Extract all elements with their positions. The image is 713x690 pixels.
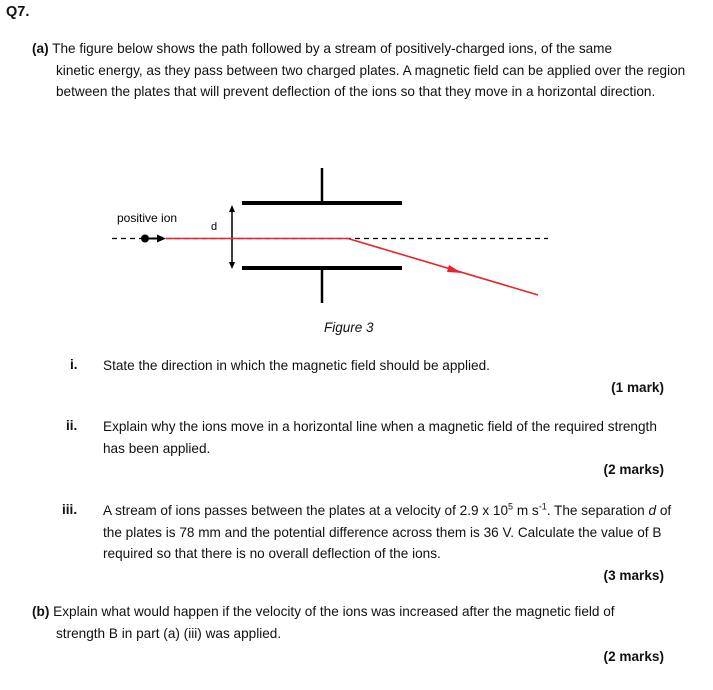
subquestion-ii-text: Explain why the ions move in a horizontal line when a magnetic field of the required strength has been applied. <box>103 419 657 456</box>
question-number: Q7. <box>6 4 30 20</box>
part-a-rest: kinetic energy, as they pass between two charged plates. A magnetic field can be applied over the region between the plates that will prevent deflection of the ions so that they move in a horizontal direction. <box>56 62 686 99</box>
part-b-rest: strength B in part (a) (iii) was applied. <box>56 625 282 641</box>
d-label: d <box>211 221 218 233</box>
subquestion-iii-numeral: iii. <box>62 502 78 517</box>
figure-caption: Figure 3 <box>324 320 374 335</box>
subquestion-i-marks: (1 mark) <box>611 380 664 395</box>
subquestion-iii-marks: (3 marks) <box>603 568 664 583</box>
part-a-label: (a) <box>32 41 49 56</box>
subquestion-i-numeral: i. <box>70 357 78 372</box>
part-b-line1: Explain what would happen if the velocity of the ions was increased after the magnetic field of <box>53 604 615 619</box>
ion-path-arrowhead <box>447 265 462 273</box>
ion-label: positive ion <box>117 211 178 225</box>
ion-arrowhead <box>157 235 166 243</box>
subquestion-ii-marks: (2 marks) <box>603 462 664 477</box>
positive-ion-dot <box>141 235 149 243</box>
subquestion-i-text: State the direction in which the magnetic field should be applied. <box>103 358 490 373</box>
part-b-text <box>32 601 697 644</box>
figure-3-diagram <box>108 160 548 310</box>
subquestion-ii-numeral: ii. <box>66 418 78 433</box>
subquestion-iii-text: A stream of ions passes between the plates at a velocity of 2.9 x $10^5$ m $s^{-1}$. The separation d of the plates is 78 mm and the potential difference across them is 36 V. Calculate the value of B required so that there is no overall deflection of the ions. <box>103 501 672 561</box>
separation-d-arrow <box>229 205 235 269</box>
part-b-marks: (2 marks) <box>603 649 664 664</box>
part-a-line1: The figure below shows the path followed by a stream of positively-charged ions, of the same <box>52 41 613 56</box>
part-b-label: (b) <box>32 604 50 619</box>
part-a-text <box>32 38 697 103</box>
